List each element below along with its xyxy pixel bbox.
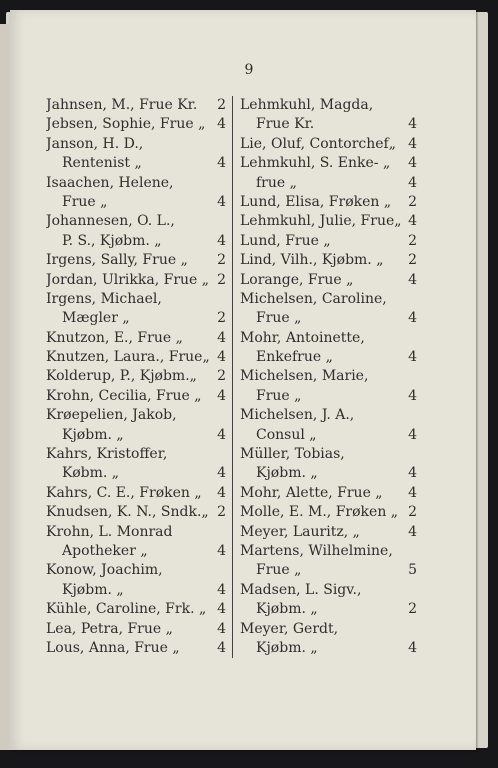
entry-amount: 4 (408, 484, 417, 501)
entry-name: Krohn, Cecilia, Frue „ (46, 387, 202, 404)
list-item (240, 484, 417, 503)
entry-name: Molle, E. M., Frøken „ (240, 504, 399, 521)
entry-name: Kolderup, P., Kjøbm.„ (46, 368, 197, 385)
entry-amount: 4 (408, 271, 417, 288)
list-item (240, 503, 417, 522)
entry-name: Knudsen, K. N., Sndk.„ (46, 504, 209, 521)
list-item (46, 561, 226, 580)
list-item (46, 542, 226, 561)
entry-amount: 4 (217, 232, 226, 249)
entry-amount: 2 (408, 193, 417, 210)
entry-amount: 4 (408, 155, 417, 172)
entry-name: P. S., Kjøbm. „ (62, 232, 162, 249)
list-item (46, 464, 226, 483)
entry-name: Frue Kr. (256, 116, 315, 133)
entry-name: Konow, Joachim, (46, 562, 163, 579)
entry-name: Meyer, Gerdt, (240, 620, 339, 637)
list-item (240, 561, 417, 580)
entry-name: Irgens, Michael, (46, 290, 162, 307)
list-item (240, 426, 417, 445)
entry-name: Jordan, Ulrikka, Frue „ (46, 271, 210, 288)
list-item (240, 639, 417, 658)
entry-amount: 4 (408, 465, 417, 482)
list-item (46, 503, 226, 522)
entry-name: Lehmkuhl, S. Enke- „ (240, 155, 391, 172)
list-item (46, 620, 226, 639)
list-item (240, 251, 417, 270)
entry-name: Frue „ (62, 193, 108, 210)
list-item (46, 193, 226, 212)
list-item (240, 309, 417, 328)
entry-name: Kjøbm. „ (62, 426, 124, 443)
list-item (46, 115, 226, 134)
entry-name: Müller, Tobias, (240, 446, 345, 463)
entry-name: Lorange, Frue „ (240, 271, 354, 288)
entry-amount: 2 (408, 504, 417, 521)
entry-name: Kjøbm. „ (256, 465, 318, 482)
column-divider (232, 96, 233, 658)
binding-gutter (0, 24, 10, 750)
list-item (46, 639, 226, 658)
entry-name: Lund, Elisa, Frøken „ (240, 193, 392, 210)
entry-name: Michelsen, Caroline, (240, 290, 387, 307)
entry-name: Madsen, L. Sigv., (240, 581, 362, 598)
entry-name: Irgens, Sally, Frue „ (46, 252, 188, 269)
entry-name: Mægler „ (62, 310, 130, 327)
entry-name: Krøepelien, Jakob, (46, 407, 177, 424)
list-item (46, 309, 226, 328)
entry-name: Martens, Wilhelmine, (240, 542, 393, 559)
entry-amount: 2 (217, 310, 226, 327)
entry-amount: 4 (217, 155, 226, 172)
entry-amount: 4 (408, 213, 417, 230)
entry-name: Frue „ (256, 310, 302, 327)
entry-amount: 4 (408, 174, 417, 191)
list-item (240, 271, 417, 290)
list-item (240, 135, 417, 154)
list-item (46, 600, 226, 619)
entry-amount: 2 (217, 504, 226, 521)
entry-amount: 4 (217, 329, 226, 346)
entry-name: Krohn, L. Monrad (46, 523, 173, 540)
entry-name: Mohr, Alette, Frue „ (240, 484, 383, 501)
entry-name: Kühle, Caroline, Frk. „ (46, 601, 207, 618)
list-item (46, 484, 226, 503)
entry-amount: 4 (217, 620, 226, 637)
list-item (46, 406, 226, 425)
left-column (46, 96, 226, 658)
entry-amount: 4 (408, 116, 417, 133)
entry-name: Kjøbm. „ (256, 601, 318, 618)
entry-name: Lea, Petra, Frue „ (46, 620, 173, 637)
entry-name: Lehmkuhl, Magda, (240, 97, 374, 113)
list-item (46, 135, 226, 154)
entry-amount: 4 (408, 426, 417, 443)
list-item (46, 329, 226, 348)
entry-amount: 4 (217, 542, 226, 559)
entry-name: Knutzen, Laura., Frue„ (46, 349, 210, 366)
entry-name: Knutzon, E., Frue „ (46, 329, 183, 346)
list-item (46, 271, 226, 290)
list-item (240, 464, 417, 483)
list-item (240, 290, 417, 309)
list-item (240, 542, 417, 561)
entry-amount: 2 (408, 252, 417, 269)
entry-amount: 2 (408, 232, 417, 249)
entry-amount: 4 (408, 349, 417, 366)
list-item (240, 600, 417, 619)
entry-amount: 4 (408, 523, 417, 540)
right-column (240, 96, 417, 658)
entry-amount: 4 (217, 193, 226, 210)
entry-amount: 2 (217, 252, 226, 269)
list-item (46, 232, 226, 251)
list-item (46, 581, 226, 600)
entry-name: Frue „ (256, 562, 302, 579)
entry-amount: 4 (408, 387, 417, 404)
entry-name: Mohr, Antoinette, (240, 329, 365, 346)
entry-amount: 4 (217, 465, 226, 482)
entry-name: Consul „ (256, 426, 317, 443)
list-item (46, 445, 226, 464)
list-item (240, 96, 417, 115)
entry-name: Lind, Vilh., Kjøbm. „ (240, 252, 384, 269)
list-item (240, 620, 417, 639)
entry-name: frue „ (256, 174, 297, 191)
entry-name: Lie, Oluf, Contorchef„ (240, 135, 396, 152)
entry-name: Janson, H. D., (46, 135, 144, 152)
list-item (240, 329, 417, 348)
entry-name: Kahrs, Kristoffer, (46, 446, 168, 463)
list-item (240, 387, 417, 406)
entry-amount: 4 (217, 116, 226, 133)
entry-name: Frue „ (256, 387, 302, 404)
list-item (240, 581, 417, 600)
entry-amount: 2 (408, 601, 417, 618)
list-item (240, 367, 417, 386)
entry-amount: 2 (217, 97, 226, 113)
list-item (46, 387, 226, 406)
list-item (46, 96, 226, 115)
entry-name: Rentenist „ (62, 155, 142, 172)
entry-name: Lous, Anna, Frue „ (46, 639, 180, 656)
entry-amount: 4 (217, 426, 226, 443)
list-item (240, 445, 417, 464)
entry-amount: 4 (217, 387, 226, 404)
list-item (240, 406, 417, 425)
entry-name: Meyer, Lauritz, „ (240, 523, 360, 540)
entry-amount: 4 (408, 639, 417, 656)
entry-name: Enkefrue „ (256, 349, 333, 366)
entry-name: Kjøbm. „ (62, 581, 124, 598)
entry-name: Kahrs, C. E., Frøken „ (46, 484, 202, 501)
entry-name: Kjøbm. „ (256, 639, 318, 656)
list-item (240, 523, 417, 542)
entry-amount: 4 (217, 639, 226, 656)
list-item (46, 290, 226, 309)
list-item (240, 348, 417, 367)
entry-amount: 4 (217, 581, 226, 598)
entry-name: Apotheker „ (62, 542, 148, 559)
list-item (46, 348, 226, 367)
entry-amount: 4 (217, 601, 226, 618)
list-item (46, 251, 226, 270)
entry-name: Michelsen, Marie, (240, 368, 369, 385)
entry-amount: 4 (408, 310, 417, 327)
list-item (46, 154, 226, 173)
list-item (46, 367, 226, 386)
list-item (240, 154, 417, 173)
entry-name: Johannesen, O. L., (46, 213, 175, 230)
list-item (240, 212, 417, 231)
entry-name: Jebsen, Sophie, Frue „ (46, 116, 206, 133)
entry-amount: 4 (408, 135, 417, 152)
entry-name: Lund, Frue „ (240, 232, 331, 249)
entry-amount: 4 (217, 349, 226, 366)
page-number: 9 (244, 62, 254, 78)
list-item (46, 212, 226, 231)
list-item (46, 426, 226, 445)
entry-amount: 4 (217, 484, 226, 501)
entry-name: Lehmkuhl, Julie, Frue„ (240, 213, 402, 230)
list-item (240, 232, 417, 251)
entry-amount: 5 (408, 562, 417, 579)
list-item (240, 115, 417, 134)
entry-name: Jahnsen, M., Frue Kr. (46, 97, 198, 113)
entry-name: Isaachen, Helene, (46, 174, 174, 191)
list-item (46, 523, 226, 542)
entry-name: Købm. „ (62, 465, 120, 482)
list-item (240, 193, 417, 212)
entry-name: Michelsen, J. A., (240, 407, 355, 424)
list-item (46, 174, 226, 193)
entry-amount: 2 (217, 271, 226, 288)
entry-amount: 2 (217, 368, 226, 385)
list-item (240, 174, 417, 193)
